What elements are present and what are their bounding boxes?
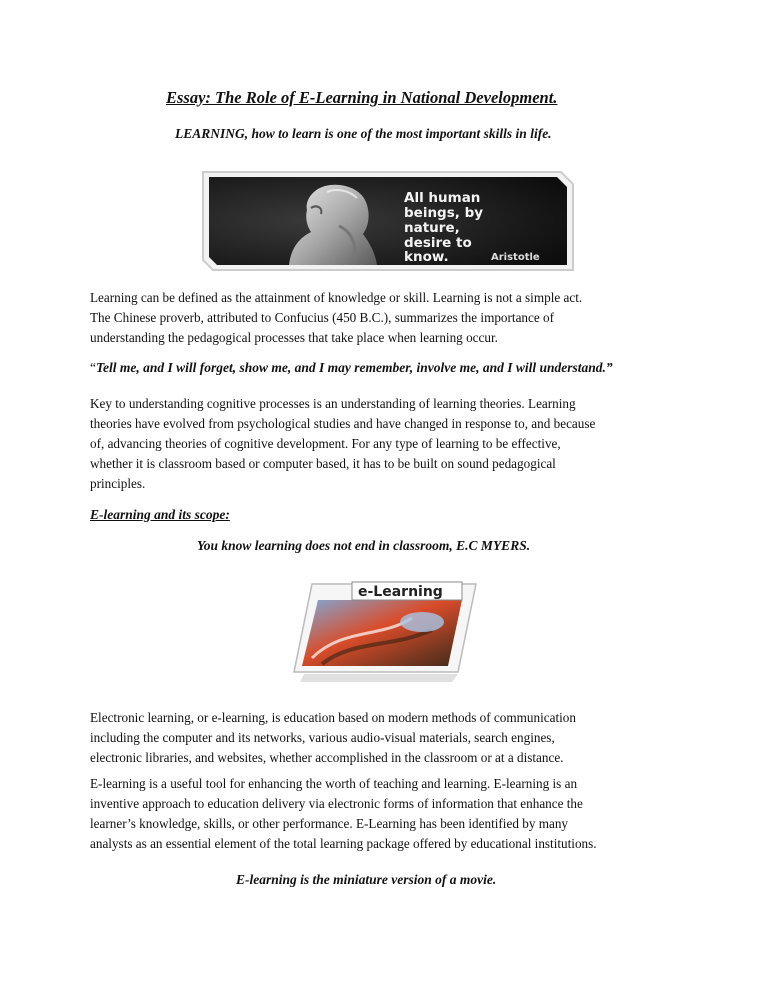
paragraph-theories [90, 394, 690, 494]
caption-line: All human [404, 190, 481, 206]
caption-line: nature, [404, 220, 460, 236]
paragraph-definition [90, 288, 690, 348]
aristotle-quote-image [199, 168, 575, 274]
paragraph-line: including the computer and its networks, various audio-visual materials, search engines, [90, 730, 555, 745]
elearning-label: e-Learning [358, 584, 443, 600]
aristotle-author: Aristotle [491, 252, 540, 263]
paragraph-line: whether it is classroom based or computer based, it has to be built on sound pedagogical [90, 456, 556, 471]
caption-line: desire to [404, 235, 472, 251]
paragraph-line: Key to understanding cognitive processes is an understanding of learning theories. Learning [90, 396, 576, 411]
paragraph-line: learner’s knowledge, skills, or other performance. E-Learning has been identified by many [90, 816, 569, 831]
paragraph-line: Electronic learning, or e-learning, is education based on modern methods of communication [90, 710, 576, 725]
essay-subtitle: LEARNING, how to learn is one of the most important skills in life. [175, 126, 552, 141]
closing-statement: E-learning is the miniature version of a movie. [236, 872, 497, 887]
quote-text: Tell me, and I will forget, show me, and I may remember, involve me, and I will understand.” [96, 360, 613, 375]
paragraph-line: E-learning is a useful tool for enhancing the worth of teaching and learning. E-learning is an [90, 776, 578, 791]
essay-title: Essay: The Role of E-Learning in National Development. [166, 88, 558, 107]
paragraph-line: theories have evolved from psychological studies and have changed in response to, and because [90, 416, 596, 431]
paragraph-line: The Chinese proverb, attributed to Confucius (450 B.C.), summarizes the importance of [90, 310, 555, 325]
paragraph-line: inventive approach to education delivery via electronic forms of information that enhance the [90, 796, 583, 811]
paragraph-line: electronic libraries, and websites, whether accomplished in the classroom or at a distance. [90, 750, 564, 765]
caption-line: beings, by [404, 205, 484, 221]
paragraph-electronic-learning [90, 708, 690, 768]
paragraph-line: Learning can be defined as the attainment of knowledge or skill. Learning is not a simple act. [90, 290, 583, 305]
myers-quote: You know learning does not end in classroom, E.C MYERS. [197, 538, 531, 553]
paragraph-line: principles. [90, 476, 146, 491]
section-heading: E-learning and its scope: [90, 507, 230, 522]
paragraph-line: of, advancing theories of cognitive development. For any type of learning to be effective, [90, 436, 561, 451]
paragraph-line: understanding the pedagogical processes that take place when learning occur. [90, 330, 498, 345]
paragraph-line: analysts as an essential element of the total learning package offered by educational institutions. [90, 836, 597, 851]
paragraph-useful-tool [90, 774, 690, 854]
elearning-image [292, 578, 478, 684]
caption-line: know. [404, 249, 449, 265]
quote-open-mark: “ [90, 360, 96, 375]
confucius-quote [90, 360, 613, 376]
